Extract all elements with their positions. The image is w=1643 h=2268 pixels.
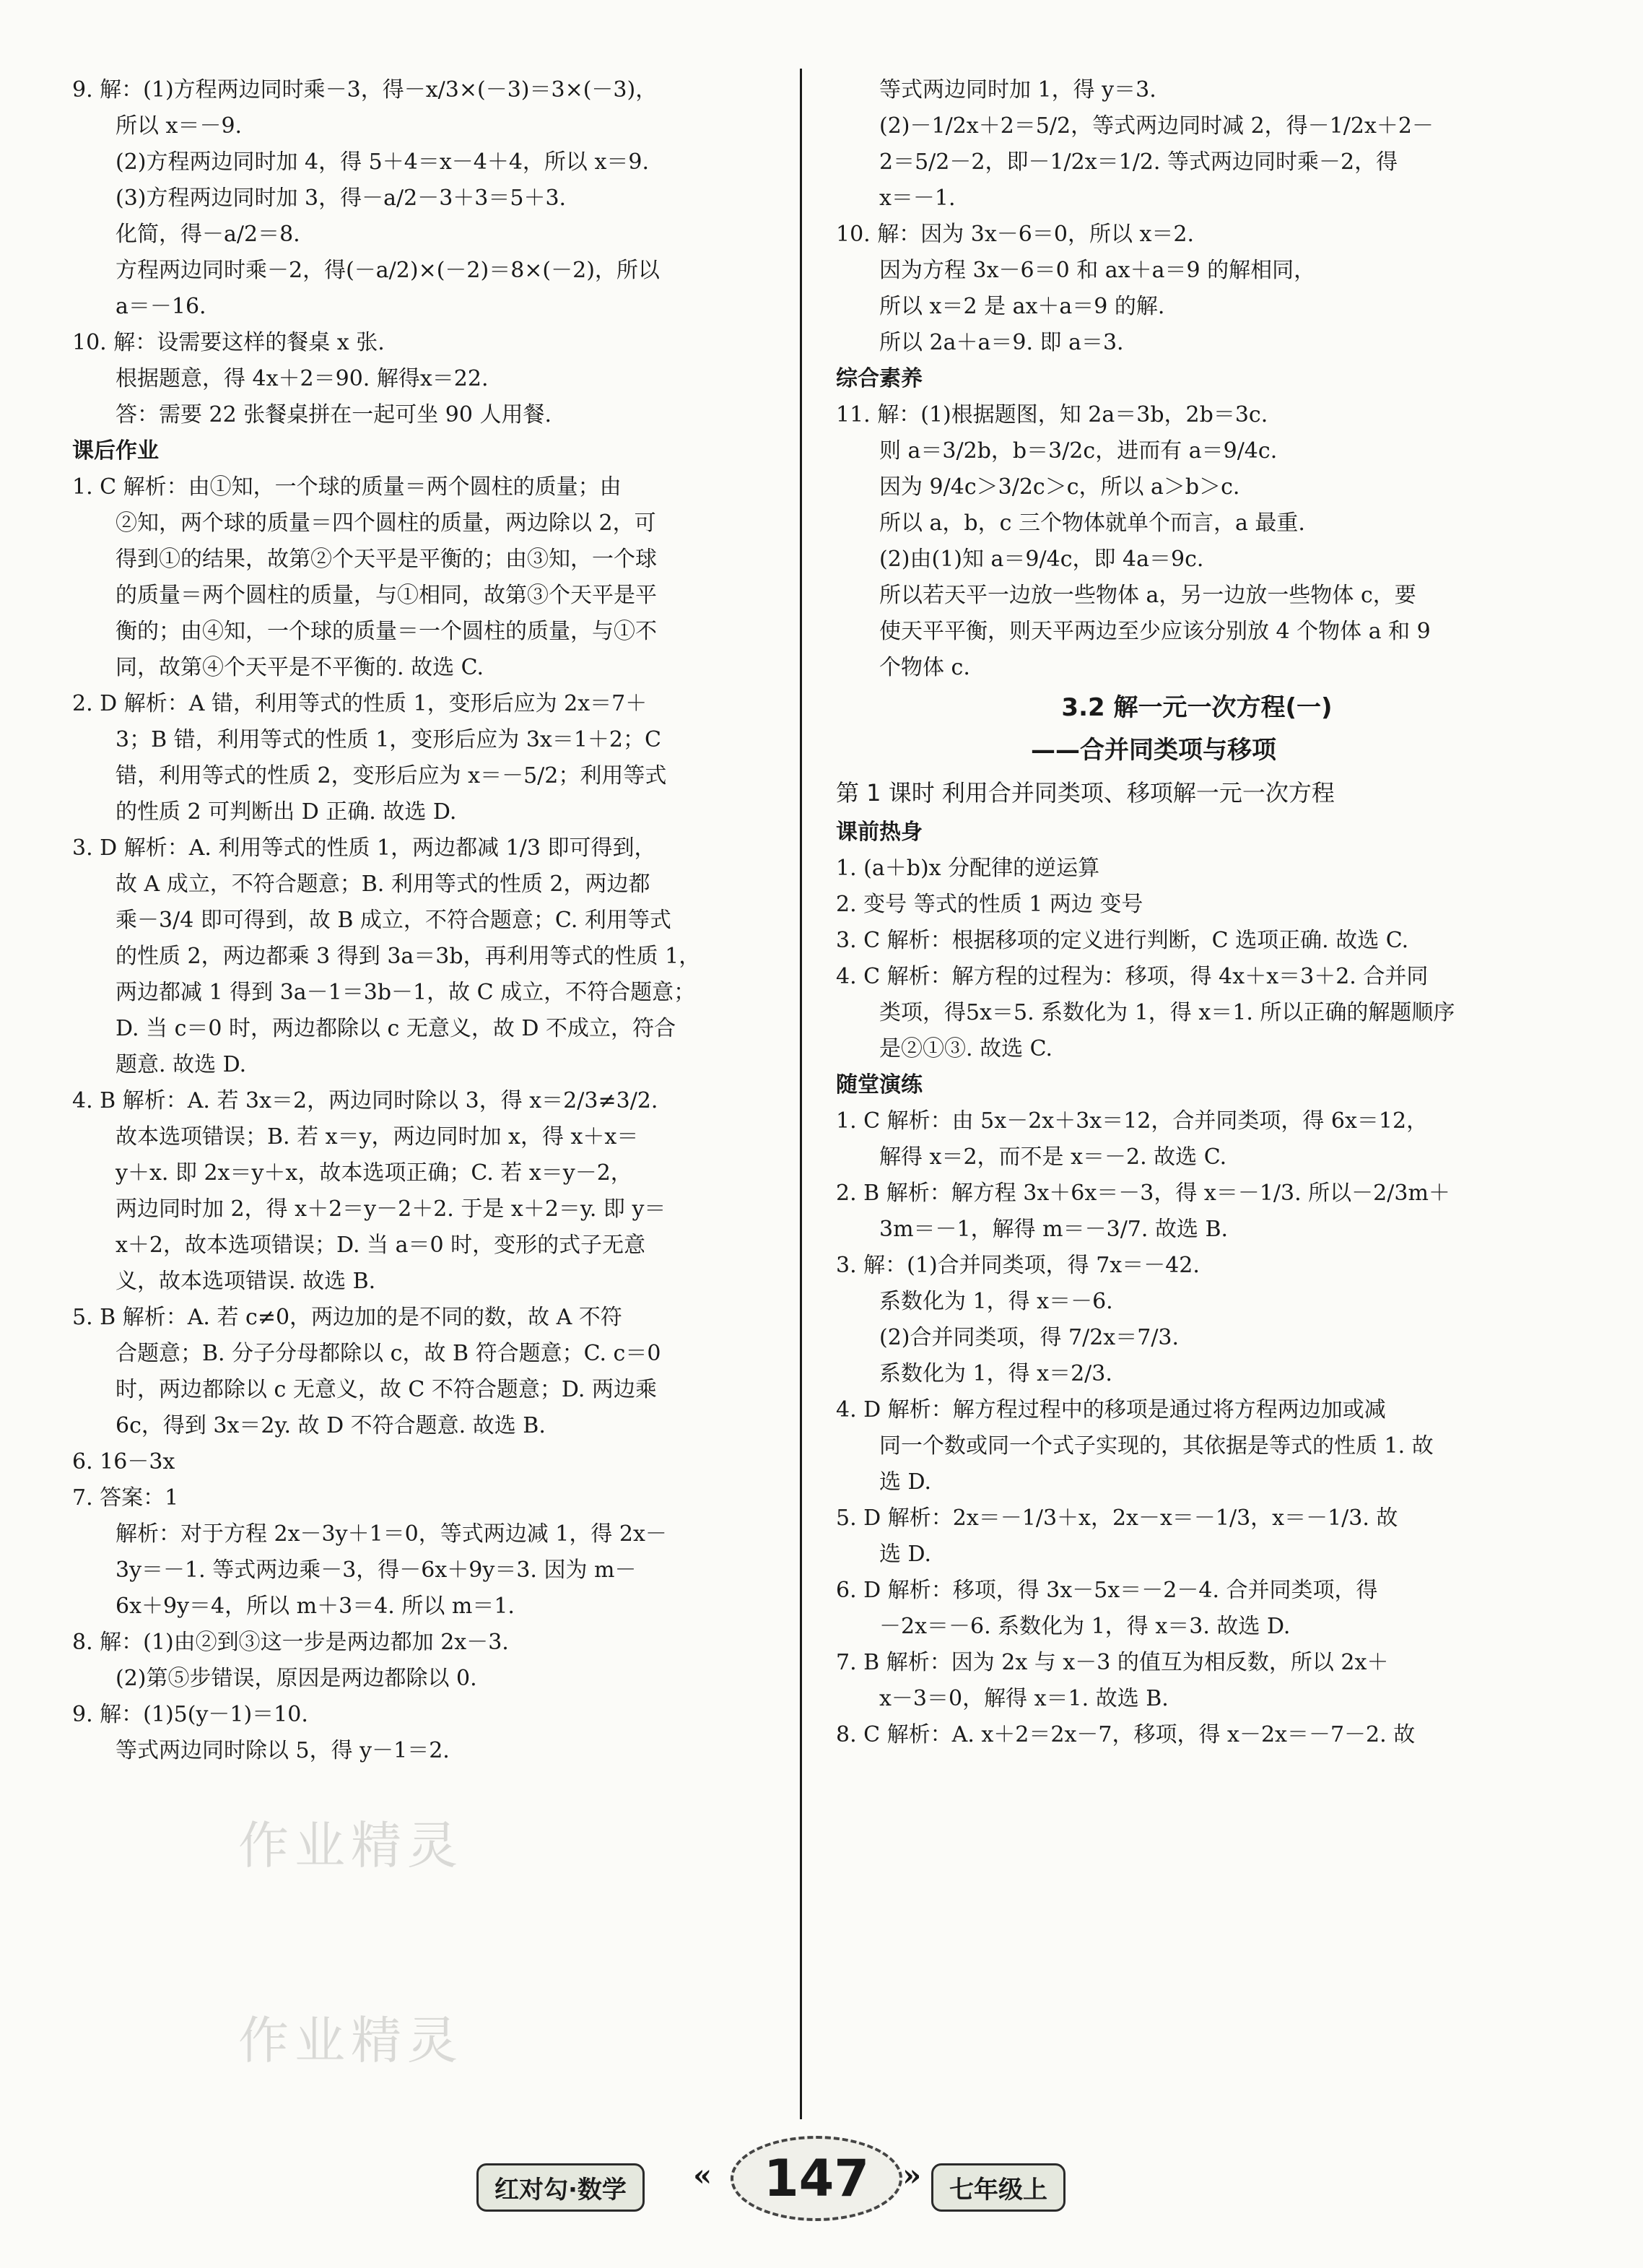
text-line: 1. (a＋b)x 分配律的逆运算 bbox=[836, 856, 1100, 881]
text-line: 所以 a，b，c 三个物体就单个而言，a 最重. bbox=[879, 510, 1305, 536]
text-line: 选 D. bbox=[879, 1469, 932, 1495]
text-line: 7. B 解析：因为 2x 与 x－3 的值互为相反数，所以 2x＋ bbox=[836, 1650, 1389, 1675]
chapter-heading: 3.2 解一元一次方程(一) bbox=[1061, 693, 1333, 722]
text-line: 同，故第④个天平是不平衡的. 故选 C. bbox=[116, 655, 484, 680]
left-column bbox=[72, 72, 787, 1769]
text-line: 所以 x＝2 是 ax＋a＝9 的解. bbox=[879, 294, 1165, 319]
chapter-heading: ——合并同类项与移项 bbox=[1031, 736, 1276, 765]
text-line: 10. 解：因为 3x－6＝0，所以 x＝2. bbox=[836, 222, 1195, 247]
text-line: 3y＝－1. 等式两边乘－3，得－6x＋9y＝3. 因为 m－ bbox=[116, 1557, 637, 1583]
text-line: 1. C 解析：由 5x－2x＋3x＝12，合并同类项，得 6x＝12， bbox=[836, 1108, 1429, 1134]
text-line: 义，故本选项错误. 故选 B. bbox=[116, 1269, 376, 1294]
watermark: 作业精灵 bbox=[238, 2011, 463, 2070]
text-line: 化简，得－a/2＝8. bbox=[116, 222, 300, 247]
footer-bracket-right: » bbox=[902, 2158, 922, 2193]
text-line: 3. 解：(1)合并同类项，得 7x＝－42. bbox=[836, 1253, 1200, 1278]
text-line: (2)由(1)知 a＝9/4c，即 4a＝9c. bbox=[879, 547, 1204, 572]
text-line: 系数化为 1，得 x＝－6. bbox=[879, 1289, 1113, 1314]
text-line: 因为方程 3x－6＝0 和 ax＋a＝9 的解相同， bbox=[879, 258, 1316, 283]
text-line: (2)合并同类项，得 7/2x＝7/3. bbox=[879, 1325, 1180, 1350]
text-line: 7. 答案：1 bbox=[72, 1485, 179, 1511]
text-line: 所以 2a＋a＝9. 即 a＝3. bbox=[879, 330, 1124, 355]
text-line: 两边都减 1 得到 3a－1＝3b－1，故 C 成立，不符合题意； bbox=[116, 980, 696, 1005]
text-line: 时，两边都除以 c 无意义，故 C 不符合题意；D. 两边乘 bbox=[116, 1377, 657, 1402]
text-line: 2. D 解析：A 错，利用等式的性质 1，变形后应为 2x＝7＋ bbox=[72, 691, 648, 716]
text-line: x－3＝0，解得 x＝1. 故选 B. bbox=[879, 1686, 1169, 1711]
page-footer bbox=[476, 2136, 1162, 2223]
grade-badge: 七年级上 bbox=[931, 2163, 1065, 2212]
text-line: 4. B 解析：A. 若 3x＝2，两边同时除以 3，得 x＝2/3≠3/2. bbox=[72, 1088, 658, 1113]
column-divider bbox=[800, 69, 802, 2119]
text-line: 错，利用等式的性质 2，变形后应为 x＝－5/2；利用等式 bbox=[116, 763, 667, 788]
text-line: 个物体 c. bbox=[879, 655, 970, 680]
section-heading: 综合素养 bbox=[836, 366, 923, 391]
section-heading: 课前热身 bbox=[836, 820, 923, 845]
text-line: 等式两边同时除以 5，得 y－1＝2. bbox=[116, 1738, 450, 1763]
text-line: 6x＋9y＝4，所以 m＋3＝4. 所以 m＝1. bbox=[116, 1594, 515, 1619]
text-line: (2)－1/2x＋2＝5/2，等式两边同时减 2，得－1/2x＋2－ bbox=[879, 113, 1434, 139]
text-line: D. 当 c＝0 时，两边都除以 c 无意义，故 D 不成立，符合 bbox=[116, 1016, 676, 1041]
text-line: 题意. 故选 D. bbox=[116, 1052, 247, 1077]
watermark: 作业精灵 bbox=[238, 1816, 463, 1875]
text-line: x＋2，故本选项错误；D. 当 a＝0 时，变形的式子无意 bbox=[116, 1233, 646, 1258]
text-line: y＋x. 即 2x＝y＋x，故本选项正确；C. 若 x＝y－2， bbox=[116, 1160, 632, 1186]
text-line: 选 D. bbox=[879, 1542, 932, 1567]
text-line: 5. B 解析：A. 若 c≠0，两边加的是不同的数，故 A 不符 bbox=[72, 1305, 622, 1330]
text-line: 等式两边同时加 1，得 y＝3. bbox=[879, 77, 1156, 103]
text-line: 是②①③. 故选 C. bbox=[879, 1036, 1053, 1061]
text-line: 同一个数或同一个式子实现的，其依据是等式的性质 1. 故 bbox=[879, 1433, 1434, 1459]
text-line: 故 A 成立，不符合题意；B. 利用等式的性质 2，两边都 bbox=[116, 872, 650, 897]
text-line: 2＝5/2－2，即－1/2x＝1/2. 等式两边同时乘－2，得 bbox=[879, 149, 1398, 175]
text-line: 故本选项错误；B. 若 x＝y，两边同时加 x，得 x＋x＝ bbox=[116, 1124, 639, 1150]
text-line: x＝－1. bbox=[879, 186, 956, 211]
text-line: 衡的；由④知，一个球的质量＝一个圆柱的质量，与①不 bbox=[116, 619, 657, 644]
footer-bracket-left: « bbox=[693, 2158, 712, 2193]
book-title-badge: 红对勾·数学 bbox=[476, 2163, 645, 2212]
text-line: 3；B 错，利用等式的性质 1，变形后应为 3x＝1＋2；C bbox=[116, 727, 661, 752]
text-line: 解得 x＝2，而不是 x＝－2. 故选 C. bbox=[879, 1144, 1227, 1170]
text-line: 2. B 解析：解方程 3x＋6x＝－3，得 x＝－1/3. 所以－2/3m＋ bbox=[836, 1181, 1450, 1206]
text-line: 两边同时加 2，得 x＋2＝y－2＋2. 于是 x＋2＝y. 即 y＝ bbox=[116, 1196, 666, 1222]
text-line: 的性质 2，两边都乘 3 得到 3a＝3b，再利用等式的性质 1， bbox=[116, 944, 701, 969]
text-line: (3)方程两边同时加 3，得－a/2－3＋3＝5＋3. bbox=[116, 186, 567, 211]
text-line: 解析：对于方程 2x－3y＋1＝0，等式两边减 1，得 2x－ bbox=[116, 1521, 667, 1547]
text-line: 8. C 解析：A. x＋2＝2x－7，移项，得 x－2x＝－7－2. 故 bbox=[836, 1722, 1416, 1747]
text-line: 系数化为 1，得 x＝2/3. bbox=[879, 1361, 1112, 1386]
text-line: 4. C 解析：解方程的过程为：移项，得 4x＋x＝3＋2. 合并同 bbox=[836, 964, 1429, 989]
text-line: 则 a＝3/2b，b＝3/2c，进而有 a＝9/4c. bbox=[879, 438, 1278, 464]
text-line: 6. 16－3x bbox=[72, 1449, 175, 1474]
text-line: 2. 变号 等式的性质 1 两边 变号 bbox=[836, 892, 1143, 917]
text-line: 10. 解：设需要这样的餐桌 x 张. bbox=[72, 330, 385, 355]
text-line: 使天平平衡，则天平两边至少应该分别放 4 个物体 a 和 9 bbox=[879, 619, 1431, 644]
text-line: ②知，两个球的质量＝四个圆柱的质量，两边除以 2，可 bbox=[116, 510, 656, 536]
text-line: 3. C 解析：根据移项的定义进行判断，C 选项正确. 故选 C. bbox=[836, 928, 1409, 953]
text-line: 方程两边同时乘－2，得(－a/2)×(－2)＝8×(－2)，所以 bbox=[116, 258, 660, 283]
text-line: 6. D 解析：移项，得 3x－5x＝－2－4. 合并同类项，得 bbox=[836, 1578, 1378, 1603]
section-heading: 课后作业 bbox=[72, 438, 159, 464]
right-column bbox=[836, 72, 1558, 1753]
text-line: 得到①的结果，故第②个天平是平衡的；由③知，一个球 bbox=[116, 547, 657, 572]
text-line: 所以 x＝－9. bbox=[116, 113, 243, 139]
text-line: 根据题意，得 4x＋2＝90. 解得x＝22. bbox=[116, 366, 489, 391]
section-heading: 随堂演练 bbox=[836, 1072, 923, 1098]
text-line: 的质量＝两个圆柱的质量，与①相同，故第③个天平是平 bbox=[116, 583, 657, 608]
text-line: (2)第⑤步错误，原因是两边都除以 0. bbox=[116, 1666, 477, 1691]
text-line: 4. D 解析：解方程过程中的移项是通过将方程两边加或减 bbox=[836, 1397, 1386, 1422]
text-line: 9. 解：(1)5(y－1)＝10. bbox=[72, 1702, 308, 1727]
text-line: 所以若天平一边放一些物体 a，另一边放一些物体 c，要 bbox=[879, 583, 1416, 608]
page-number: 147 bbox=[731, 2136, 902, 2221]
text-line: 3. D 解析：A. 利用等式的性质 1，两边都减 1/3 即可得到， bbox=[72, 835, 656, 861]
text-line: 11. 解：(1)根据题图，知 2a＝3b，2b＝3c. bbox=[836, 402, 1268, 427]
text-line: 3m＝－1，解得 m＝－3/7. 故选 B. bbox=[879, 1217, 1229, 1242]
text-line: 5. D 解析：2x＝－1/3＋x，2x－x＝－1/3，x＝－1/3. 故 bbox=[836, 1506, 1398, 1531]
text-line: 9. 解：(1)方程两边同时乘－3，得－x/3×(－3)＝3×(－3)， bbox=[72, 77, 658, 103]
text-line: 答：需要 22 张餐桌拼在一起可坐 90 人用餐. bbox=[116, 402, 552, 427]
text-line: 8. 解：(1)由②到③这一步是两边都加 2x－3. bbox=[72, 1630, 509, 1655]
text-line: 1. C 解析：由①知，一个球的质量＝两个圆柱的质量；由 bbox=[72, 474, 622, 500]
text-line: a＝－16. bbox=[116, 294, 206, 319]
text-line: －2x＝－6. 系数化为 1，得 x＝3. 故选 D. bbox=[879, 1614, 1291, 1639]
text-line: (2)方程两边同时加 4，得 5＋4＝x－4＋4，所以 x＝9. bbox=[116, 149, 649, 175]
chapter-heading: 第 1 课时 利用合并同类项、移项解一元一次方程 bbox=[836, 779, 1335, 807]
text-line: 乘－3/4 即可得到，故 B 成立，不符合题意；C. 利用等式 bbox=[116, 908, 671, 933]
text-line: 类项，得5x＝5. 系数化为 1，得 x＝1. 所以正确的解题顺序 bbox=[879, 1000, 1455, 1025]
text-line: 的性质 2 可判断出 D 正确. 故选 D. bbox=[116, 799, 457, 825]
text-line: 6c，得到 3x＝2y. 故 D 不符合题意. 故选 B. bbox=[116, 1413, 546, 1438]
text-line: 因为 9/4c＞3/2c＞c，所以 a＞b＞c. bbox=[879, 474, 1240, 500]
text-line: 合题意；B. 分子分母都除以 c，故 B 符合题意；C. c＝0 bbox=[116, 1341, 661, 1366]
